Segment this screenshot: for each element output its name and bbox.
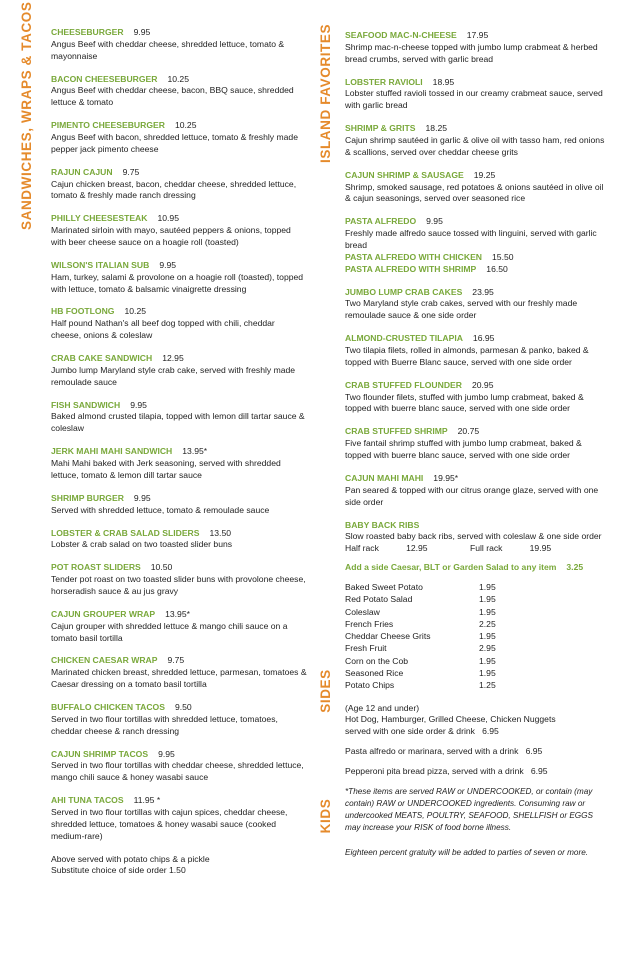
side-price: 1.25: [479, 680, 496, 691]
addon-name: PASTA ALFREDO WITH CHICKEN: [345, 251, 483, 262]
item-desc: Two tilapia filets, rolled in almonds, parmesan & panko, baked & topped with Buerre Blanc sauce, served with one side order: [345, 345, 589, 367]
side-price: 2.95: [479, 643, 496, 654]
item-price: 18.25: [425, 123, 448, 134]
side-name: Potato Chips: [345, 680, 395, 691]
item-desc: Shrimp mac-n-cheese topped with jumbo lump crabmeat & herbed bread crumbs, served with garlic bread: [345, 41, 598, 64]
side-name: Red Potato Salad: [345, 594, 413, 605]
item-title: WILSON'S ITALIAN SUB: [51, 259, 150, 270]
kids-age: (Age 12 and under): [345, 702, 420, 713]
item-name: [51, 528, 307, 540]
menu-item-3: [345, 170, 607, 206]
item-name: [345, 216, 607, 228]
item-title: SHRIMP BURGER: [51, 492, 124, 503]
item-desc: Angus Beef with cheddar cheese, shredded lettuce, tomato & mayonnaise: [51, 38, 285, 61]
item-name: [345, 123, 607, 135]
item-title: CAJUN SHRIMP & SAUSAGE: [345, 169, 464, 180]
item-name: [51, 655, 307, 667]
menu-item-16: [51, 749, 307, 785]
ribs-prices: [345, 543, 607, 555]
item-title: LOBSTER & CRAB SALAD SLIDERS: [51, 527, 200, 538]
menu-item-8: [51, 400, 307, 436]
item-title: RAJUN CAJUN: [51, 166, 113, 177]
item-price: 9.75: [122, 166, 140, 177]
item-desc: Angus Beef with cheddar cheese, bacon, BBQ sauce, shredded lettuce & tomato: [51, 85, 294, 108]
side-price: 1.95: [479, 581, 496, 592]
side-price: 1.95: [479, 668, 496, 679]
item-desc: Jumbo lump Maryland style crab cake, served with freshly made remoulade sauce: [51, 364, 296, 387]
section-title-sandwiches: SANDWICHES, WRAPS & TACOS: [19, 1, 34, 230]
item-price: 23.95: [472, 286, 494, 297]
item-price: 10.95: [157, 213, 179, 224]
item-price: 9.50: [174, 701, 192, 712]
item-name: [51, 400, 307, 412]
menu-item-15: [51, 702, 307, 738]
menu-item-10: [51, 493, 307, 517]
item-title: BACON CHEESEBURGER: [51, 73, 158, 84]
item-price: 16.95: [472, 333, 495, 344]
item-price: 18.95: [432, 76, 455, 87]
side-name: Corn on the Cob: [345, 655, 409, 666]
item-price: 9.95: [133, 27, 151, 37]
side-item: [345, 582, 607, 594]
item-name: [345, 170, 607, 182]
full-rack: Full rack 19.95: [469, 543, 552, 554]
side-price: 2.25: [479, 618, 496, 629]
kids-line-2: served with one side order & drink 6.95: [345, 726, 499, 737]
island-favorites-column: [345, 30, 607, 859]
section-title-sides: SIDES: [318, 669, 333, 713]
item-name: [51, 167, 307, 179]
menu-item-6: [51, 306, 307, 342]
item-desc: Served in two flour tortillas with cajun spices, cheddar cheese, shredded lettuce, tomatoes & honey wasabi sauce (cooked medium-rare): [51, 806, 288, 841]
menu-item-6: [345, 333, 607, 369]
item-name: [345, 426, 607, 438]
item-title: CHEESEBURGER: [51, 27, 124, 37]
item-price: 20.95: [471, 379, 494, 390]
item-desc: Five fantail shrimp stuffed with jumbo lump crabmeat, baked & topped with buerre blanc sauce, served with one side order: [345, 438, 582, 461]
item-price: 11.95 *: [133, 795, 161, 806]
item-price: 20.75: [457, 426, 480, 437]
menu-item-2: [51, 120, 307, 156]
menu-item-3: [51, 167, 307, 203]
item-desc: Ham, turkey, salami & provolone on a hoagie roll (toasted), topped with lettuce, tomato & balsamic vinaigrette dressing: [51, 271, 304, 294]
item-title: ALMOND-CRUSTED TILAPIA: [345, 333, 463, 344]
side-price: 1.95: [479, 606, 496, 617]
side-name: Baked Sweet Potato: [345, 581, 423, 592]
item-desc: Slow roasted baby back ribs, served with coleslaw & one side order: [345, 531, 602, 542]
menu-item-8: [345, 426, 607, 462]
item-desc: Served with shredded lettuce, tomato & remoulade sauce: [51, 504, 270, 515]
addon-name: PASTA ALFREDO WITH SHRIMP: [345, 263, 477, 274]
half-rack: Half rack 12.95: [345, 543, 428, 554]
item-desc: Two Maryland style crab cakes, served with our freshly made remoulade sauce & one side order: [345, 298, 578, 321]
item-price: 9.75: [167, 655, 185, 666]
item-desc: Cajun shrimp sautéed in garlic & olive oil with tasso ham, red onions & scallions, served over cheddar cheese grits: [345, 135, 605, 157]
item-desc: Tender pot roast on two toasted slider buns with provolone cheese, horseradish sauce & au jus gravy: [51, 574, 306, 596]
menu-item-2: [345, 123, 607, 159]
item-price: 9.95: [426, 216, 443, 227]
side-name: Cheddar Cheese Grits: [345, 631, 431, 642]
item-title: JUMBO LUMP CRAB CAKES: [345, 286, 463, 297]
menu-item-0: [51, 27, 307, 63]
item-title: BUFFALO CHICKEN TACOS: [51, 701, 165, 712]
item-name: [51, 306, 307, 318]
menu-item-17: [51, 795, 307, 842]
side-price: 1.95: [479, 655, 496, 666]
item-price: 10.25: [174, 120, 197, 131]
item-desc: Pan seared & topped with our citrus orange glaze, served with one side order: [345, 484, 599, 507]
item-price: 9.95: [133, 492, 151, 503]
item-name: [51, 353, 307, 365]
menu-item-12: [51, 562, 307, 598]
item-price: 9.95: [158, 748, 175, 759]
item-title: CRAB CAKE SANDWICH: [51, 353, 153, 364]
item-name: [51, 795, 307, 807]
item-name: [51, 702, 307, 714]
side-name: Fresh Fruit: [345, 643, 387, 654]
item-desc: Marinated chicken breast, shredded lettuce, parmesan, tomatoes & Caesar dressing on a tomato basil tortilla: [51, 667, 307, 690]
side-name: French Fries: [345, 618, 394, 629]
item-title: JERK MAHI MAHI SANDWICH: [51, 446, 173, 457]
item-desc: Lobster & crab salad on two toasted slider buns: [51, 539, 233, 550]
item-price: 19.95*: [433, 472, 459, 483]
item-desc: Half pound Nathan's all beef dog topped with chili, cheddar cheese, onions & coleslaw: [51, 318, 275, 341]
pasta-addon-1: [345, 264, 607, 276]
item-title: POT ROAST SLIDERS: [51, 562, 141, 573]
item-name: [51, 74, 307, 86]
addon-price: 16.50: [486, 263, 508, 274]
kids-menu: [345, 703, 607, 778]
item-price: 10.25: [124, 306, 147, 317]
item-price: 13.95*: [182, 446, 208, 457]
footer-line-1: Above served with potato chips & a pickle: [51, 853, 210, 864]
menu-item-9: [51, 446, 307, 482]
item-title: CAJUN MAHI MAHI: [345, 472, 424, 483]
menu-item-4: [345, 216, 607, 275]
item-name: [345, 473, 607, 485]
item-desc: Two flounder filets, stuffed with jumbo lump crabmeat, baked & topped with buerre blanc sauce, served with one side order: [345, 391, 584, 414]
item-desc: Freshly made alfredo sauce tossed with linguini, served with garlic bread: [345, 228, 597, 251]
item-price: 19.25: [473, 169, 496, 180]
sides-list: [345, 582, 607, 693]
section-title-island-favorites: ISLAND FAVORITES: [318, 23, 333, 163]
side-price: 1.95: [479, 631, 496, 642]
item-price: 13.50: [209, 527, 232, 538]
kids-pizza: Pepperoni pita bread pizza, served with a drink 6.95: [345, 766, 548, 777]
item-title: HB FOOTLONG: [51, 306, 115, 317]
menu-item-0: [345, 30, 607, 66]
item-title: CRAB STUFFED FLOUNDER: [345, 379, 462, 390]
side-name: Coleslaw: [345, 606, 380, 617]
item-title: CAJUN GROUPER WRAP: [51, 608, 156, 619]
item-price: 10.25: [167, 73, 189, 84]
menu-item-14: [51, 655, 307, 691]
item-name: [51, 446, 307, 458]
item-title: CRAB STUFFED SHRIMP: [345, 426, 448, 437]
item-title: FISH SANDWICH: [51, 399, 121, 410]
item-title: PHILLY CHEESESTEAK: [51, 213, 148, 224]
side-item: [345, 607, 607, 619]
side-item: [345, 594, 607, 606]
side-item: [345, 619, 607, 631]
item-name: [345, 287, 607, 299]
addon-price: 15.50: [492, 251, 514, 262]
item-title: AHI TUNA TACOS: [51, 795, 124, 806]
menu-item-7: [345, 380, 607, 416]
menu-item-9: [345, 473, 607, 509]
item-name: [345, 77, 607, 89]
menu-item-4: [51, 213, 307, 249]
kids-line-1: Hot Dog, Hamburger, Grilled Cheese, Chicken Nuggets: [345, 714, 556, 725]
item-desc: Marinated sirloin with mayo, sautéed peppers & onions, topped with beer cheese sauce on a hoagie roll (toasted): [51, 225, 291, 248]
item-desc: Angus Beef with bacon, shredded lettuce, tomato & freshly made pepper jack pimento cheese: [51, 132, 298, 154]
item-price: 17.95: [466, 30, 489, 40]
pasta-addon-0: [345, 252, 607, 264]
item-desc: Cajun chicken breast, bacon, cheddar cheese, shredded lettuce, tomato & freshly made ranch dressing: [51, 178, 297, 201]
item-desc: Cajun grouper with shredded lettuce & mango chili sauce on a tomato basil tortilla: [51, 620, 288, 643]
item-title: SEAFOOD MAC-N-CHEESE: [345, 30, 457, 40]
side-item: [345, 668, 607, 680]
item-price: 10.50: [150, 562, 173, 573]
side-item: [345, 680, 607, 692]
item-name: BABY BACK RIBS: [345, 519, 420, 530]
raw-food-disclaimer: *These items are served RAW or UNDERCOOKED, or contain (may contain) RAW or UNDERCOOKED ingredients. Consuming raw or undercooked MEATS, POULTRY, SEAFOOD, SHELLFISH or EGGS may increase your RISK of food borne illness.: [345, 786, 593, 832]
item-name: [51, 562, 307, 574]
side-item: [345, 631, 607, 643]
kids-pasta: Pasta alfredo or marinara, served with a drink 6.95: [345, 746, 543, 757]
salad-addon: Add a side Caesar, BLT or Garden Salad to any item 3.25: [345, 562, 584, 573]
item-price: 13.95*: [165, 608, 190, 619]
menu-item-5: [345, 287, 607, 323]
item-desc: Shrimp, smoked sausage, red potatoes & onions sautéed in olive oil & cajun seasonings, served over seasoned rice: [345, 181, 604, 204]
sandwiches-column: [51, 27, 307, 877]
menu-item-5: [51, 260, 307, 296]
item-desc: Served in two flour tortillas with shredded lettuce, tomatoes, cheddar cheese & ranch dressing: [51, 713, 278, 736]
side-item: [345, 643, 607, 655]
side-name: Seasoned Rice: [345, 668, 404, 679]
item-name: [51, 120, 307, 132]
item-title: PASTA ALFREDO: [345, 216, 417, 227]
menu-item-13: [51, 609, 307, 645]
side-item: [345, 656, 607, 668]
item-price: 9.95: [130, 399, 147, 410]
left-footer: [51, 854, 307, 878]
item-price: 12.95: [162, 353, 184, 364]
item-name: [51, 493, 307, 505]
side-price: 1.95: [479, 594, 496, 605]
item-name: [345, 333, 607, 345]
item-name: [51, 260, 307, 272]
item-desc: Mahi Mahi baked with Jerk seasoning, served with shredded lettuce, tomato & lemon dill tartar sauce: [51, 458, 281, 480]
item-desc: Served in two flour tortillas with cheddar cheese, shredded lettuce, mango chili sauce & honey wasabi sauce: [51, 760, 304, 783]
menu-item-7: [51, 353, 307, 389]
menu-item-11: [51, 528, 307, 552]
item-desc: Baked almond crusted tilapia, topped with lemon dill tartar sauce & coleslaw: [51, 411, 305, 434]
menu-item-baby-back-ribs: [345, 520, 607, 556]
item-name: [51, 27, 307, 39]
menu-item-1: [345, 77, 607, 113]
item-name: [345, 30, 607, 42]
item-name: [51, 749, 307, 761]
item-title: SHRIMP & GRITS: [345, 123, 416, 134]
item-title: LOBSTER RAVIOLI: [345, 76, 423, 87]
section-title-kids: KIDS: [318, 798, 333, 834]
item-price: 9.95: [159, 259, 177, 270]
gratuity-note: Eighteen percent gratuity will be added to parties of seven or more.: [345, 848, 589, 858]
item-title: CHICKEN CAESAR WRAP: [51, 655, 158, 666]
item-title: PIMENTO CHEESEBURGER: [51, 120, 165, 131]
menu-item-1: [51, 74, 307, 110]
item-name: [51, 213, 307, 225]
item-name: [345, 380, 607, 392]
item-name: [51, 609, 307, 621]
footer-line-2: Substitute choice of side order 1.50: [51, 865, 186, 876]
item-title: CAJUN SHRIMP TACOS: [51, 748, 149, 759]
item-desc: Lobster stuffed ravioli tossed in our creamy crabmeat sauce, served with garlic bread: [345, 88, 603, 111]
